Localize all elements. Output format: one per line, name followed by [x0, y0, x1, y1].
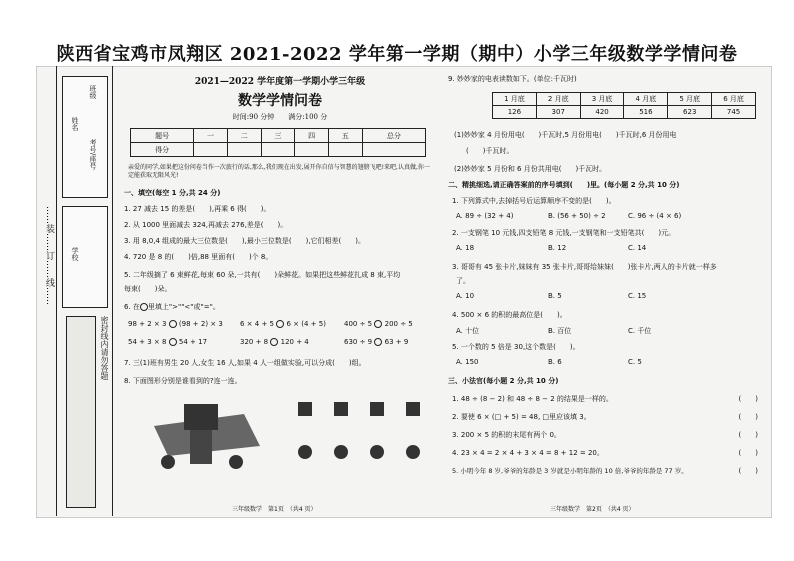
question-6	[124, 302, 220, 312]
answer-circle[interactable]	[169, 320, 177, 328]
judge-2-answer[interactable]: ( )	[738, 413, 758, 421]
question-5: 5. 二年级摘了 6 束鲜花,每束 60 朵,一共有( )朵鲜花。如果把这些鲜花扎成 8 束,平均	[124, 271, 401, 279]
meter-value-cell: 623	[668, 106, 712, 119]
question-3: 3. 用 8,0,4 组成的最大三位数是( ),最小三位数是( ),它们相差( )。	[124, 237, 366, 245]
circle-icon	[140, 303, 148, 311]
school-label: 学校	[71, 247, 79, 261]
meter-header-cell: 3 月底	[580, 93, 624, 106]
comparison	[128, 338, 207, 346]
section-1-heading: 一、填空(每空 1 分,共 24 分)	[124, 189, 221, 197]
score-cell	[329, 143, 363, 157]
judge-4: 4. 23 × 4 = 2 × 4 + 3 × 4 = 8 + 12 = 20。	[452, 449, 604, 457]
choice-1-option-c[interactable]: C. 96 ÷ (4 × 6)	[628, 212, 682, 220]
choice-4-option-c[interactable]: C. 千位	[628, 327, 652, 335]
meter-value-cell: 126	[493, 106, 537, 119]
comparison	[240, 320, 326, 328]
comparison	[344, 338, 408, 346]
score-cell	[194, 143, 228, 157]
meter-header-cell: 6 月底	[712, 93, 756, 106]
question-5-cont: 每束( )朵。	[124, 285, 172, 293]
score-cell	[227, 143, 261, 157]
page-1	[122, 66, 438, 516]
score-cell	[362, 143, 425, 157]
id-label: 考号/座号	[89, 139, 97, 170]
subject-title: 数学学情问卷	[238, 93, 322, 109]
meter-header-cell: 5 月底	[668, 93, 712, 106]
choice-3-option-a[interactable]: A. 10	[456, 292, 475, 300]
meter-header-cell: 2 月底	[536, 93, 580, 106]
meter-value-cell: 420	[580, 106, 624, 119]
time-score: 时间:90 分钟 满分:100 分	[232, 113, 328, 121]
seal-text: ……装……订……线……	[44, 206, 54, 305]
comparison-left: 6 × 4 + 5	[240, 320, 274, 328]
question-2: 2. 从 1000 里面减去 324,再减去 276,差是( )。	[124, 221, 288, 229]
question-4: 4. 720 是 8 的( )倍,88 里面有( )个 8。	[124, 253, 273, 261]
comparison-right: 120 + 4	[280, 338, 309, 346]
choice-5-option-c[interactable]: C. 5	[628, 358, 642, 366]
meter-table	[492, 92, 756, 119]
choice-4-option-b[interactable]: B. 百位	[548, 327, 572, 335]
choice-2-option-a[interactable]: A. 18	[456, 244, 475, 252]
judge-2: 2. 要使 6 × (□ + 5) = 48, □里应该填 3。	[452, 413, 591, 421]
choice-2: 2. 一支钢笔 10 元钱,四支铅笔 8 元钱,一支钢笔和一支铅笔共( )元。	[452, 229, 676, 237]
view-figures	[148, 396, 438, 476]
comparison	[240, 338, 309, 346]
choice-2-option-b[interactable]: B. 12	[548, 244, 567, 252]
judge-5-answer[interactable]: ( )	[738, 467, 758, 475]
choice-2-option-c[interactable]: C. 14	[628, 244, 647, 252]
seal-pattern	[66, 316, 96, 508]
score-header-cell: 题号	[131, 129, 194, 143]
meter-header-cell: 4 月底	[624, 93, 668, 106]
question-7: 7. 三(1)班有男生 20 人,女生 16 人,如果 4 人一组做实验,可以分成( )组。	[124, 359, 366, 367]
score-header-cell: 总分	[362, 129, 425, 143]
seal-warning: 密封线内请勿答题	[100, 316, 109, 380]
section-3-heading: 三、小法官(每小题 2 分,共 10 分)	[448, 377, 559, 385]
choice-5: 5. 一个数的 5 倍是 30,这个数是( )。	[452, 343, 580, 351]
score-header-cell: 四	[295, 129, 329, 143]
score-header-cell: 一	[194, 129, 228, 143]
answer-circle[interactable]	[374, 338, 382, 346]
comparison	[344, 320, 413, 328]
judge-3: 3. 200 × 5 的积的末尾有两个 0。	[452, 431, 561, 439]
comparison-right: 63 + 9	[384, 338, 409, 346]
choice-1-option-b[interactable]: B. (56 + 50) ÷ 2	[548, 212, 606, 220]
choice-3-cont: 了。	[456, 277, 470, 285]
score-table	[130, 128, 426, 157]
score-cell	[295, 143, 329, 157]
comparison-right: 6 × (4 + 5)	[286, 320, 326, 328]
school-box	[62, 206, 108, 308]
page-2	[446, 66, 766, 516]
page-header: 2021—2022 学年度第一学期小学三年级	[194, 77, 366, 87]
choice-1: 1. 下列算式中,去掉括号后运算顺序不变的是( )。	[452, 197, 616, 205]
answer-circle[interactable]	[270, 338, 278, 346]
question-1: 1. 27 减去 15 的差是( ),再乘 6 得( )。	[124, 205, 271, 213]
class-label: 班级	[89, 85, 97, 99]
score-header-cell: 二	[227, 129, 261, 143]
page-footer: 三年级数学 第2页 （共4 页）	[550, 506, 635, 513]
page-footer: 三年级数学 第1页 （共4 页）	[232, 506, 317, 513]
name-label: 姓名	[71, 117, 79, 131]
answer-circle[interactable]	[374, 320, 382, 328]
score-row-label: 得分	[131, 143, 194, 157]
choice-1-option-a[interactable]: A. 89 ÷ (32 + 4)	[456, 212, 514, 220]
choice-5-option-a[interactable]: A. 150	[456, 358, 479, 366]
judge-5: 5. 小明今年 8 岁,爷爷的年龄是 3 岁就是小明年龄的 10 倍,爷爷的年龄是 77 岁。	[452, 467, 688, 475]
view-options	[298, 402, 420, 459]
question-6-prefix: 6. 在	[124, 303, 140, 311]
choice-3-option-b[interactable]: B. 5	[548, 292, 562, 300]
section-2-heading: 二、精挑细选,请正确答案前的序号填到( )里。(每小题 2 分,共 10 分)	[448, 181, 680, 189]
comparison-right: (98 + 2) × 3	[178, 320, 223, 328]
comparison-left: 54 + 3 × 8	[128, 338, 167, 346]
meter-value-cell: 745	[712, 106, 756, 119]
judge-1: 1. 48 ÷ (8 − 2) 和 48 ÷ 8 − 2 的结果是一样的。	[452, 395, 613, 403]
comparison-left: 98 + 2 × 3	[128, 320, 167, 328]
answer-circle[interactable]	[169, 338, 177, 346]
comparison	[128, 320, 223, 328]
binding-line	[56, 66, 57, 516]
question-6-suffix: 里填上">""<"或"="。	[147, 303, 220, 311]
binding-line	[112, 66, 113, 516]
score-cell	[261, 143, 295, 157]
judge-1-answer[interactable]: ( )	[738, 395, 758, 403]
answer-circle[interactable]	[276, 320, 284, 328]
judge-3-answer[interactable]: ( )	[738, 431, 758, 439]
page-title: 陕西省宝鸡市凤翔区 2021-2022 学年第一学期（期中）小学三年级数学学情问卷	[56, 44, 738, 65]
choice-4: 4. 500 × 6 的积的最高位是( )。	[452, 311, 567, 319]
comparison-right: 54 + 17	[178, 338, 208, 346]
question-9-1-cont: ( )千瓦时。	[466, 147, 514, 155]
question-9-1: (1)妙妙家 4 月份用电( )千瓦时,5 月份用电( )千瓦时,6 月份用电	[454, 131, 677, 139]
choice-5-option-b[interactable]: B. 6	[548, 358, 562, 366]
score-header-cell: 三	[261, 129, 295, 143]
choice-4-option-a[interactable]: A. 十位	[456, 327, 480, 335]
binding-strip	[36, 66, 118, 516]
intro-text: 亲爱的同学,如果把这份问卷当作一次旅行的话,那么,我们现在出发,展开你自信与智慧的翅膀飞吧!来吧,认真做,你一定能获取无限风光!	[128, 164, 430, 179]
comparison-right: 200 ÷ 5	[384, 320, 413, 328]
choice-3: 3. 哥哥有 45 张卡片,妹妹有 35 张卡片,哥哥给妹妹( )张卡片,两人的卡片就一样多	[452, 263, 717, 271]
meter-value-cell: 516	[624, 106, 668, 119]
comparison-left: 630 ÷ 9	[344, 338, 373, 346]
scene-illustration	[154, 404, 260, 469]
question-8: 8. 下面图形分别是谁看到的?连一连。	[124, 377, 242, 385]
judge-4-answer[interactable]: ( )	[738, 449, 758, 457]
meter-header-cell: 1 月底	[493, 93, 537, 106]
student-info-box	[62, 76, 108, 198]
score-header-cell: 五	[329, 129, 363, 143]
question-9-2: (2)妙妙家 5 月份和 6 月份共用电( )千瓦时。	[454, 165, 607, 173]
meter-value-cell: 307	[536, 106, 580, 119]
choice-3-option-c[interactable]: C. 15	[628, 292, 647, 300]
comparison-left: 320 + 8	[240, 338, 269, 346]
question-9: 9. 妙妙家的电表读数如下。(单位:千瓦时)	[448, 75, 577, 83]
comparison-left: 400 ÷ 5	[344, 320, 373, 328]
